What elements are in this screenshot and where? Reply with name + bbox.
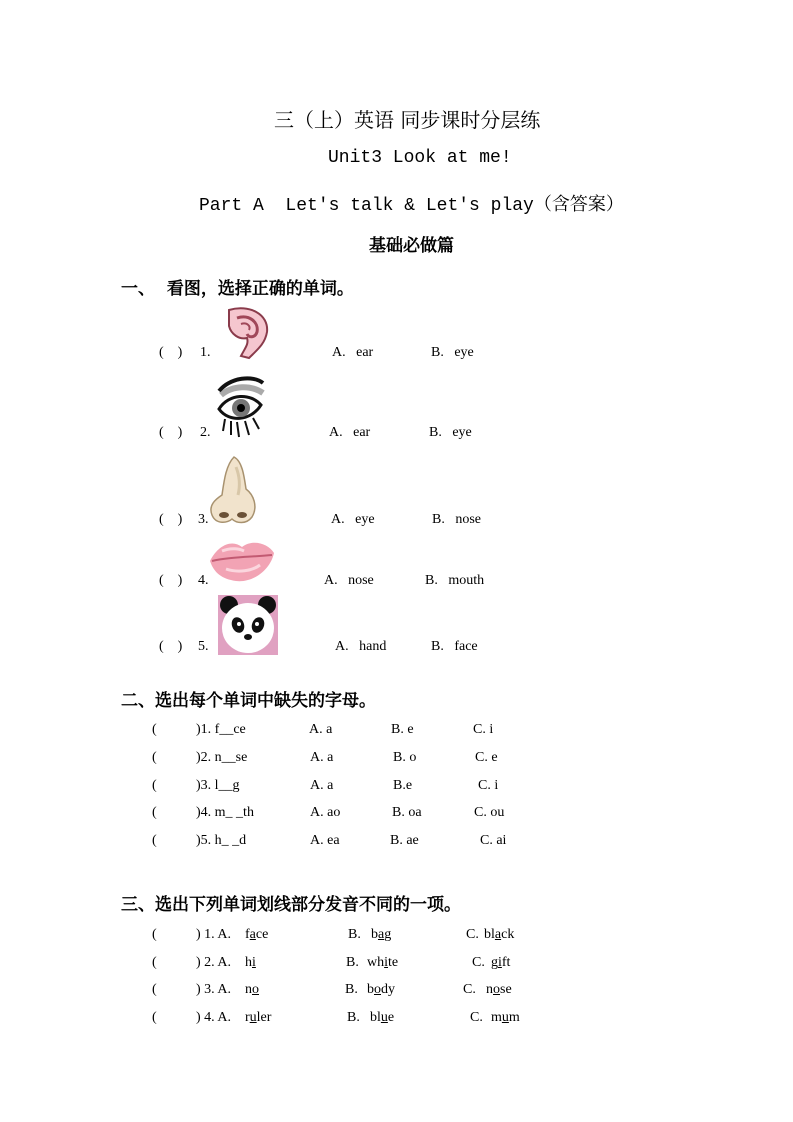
s1-q3-option-a[interactable]: A. eye bbox=[331, 512, 375, 527]
level-title: 基础必做篇 bbox=[369, 236, 454, 256]
s2-q5-option-b[interactable]: B. ae bbox=[390, 833, 419, 848]
s3-q4-num: ) 4. A. bbox=[196, 1010, 231, 1025]
underlined-letters: a bbox=[249, 927, 256, 942]
s1-q4-blank[interactable]: ( ) bbox=[159, 573, 183, 588]
s3-q1-option-a[interactable] bbox=[245, 927, 268, 943]
s3-q2-option-b-label: B. bbox=[346, 955, 359, 970]
eye-icon bbox=[217, 373, 265, 439]
s2-q3-blank[interactable]: ( bbox=[152, 778, 157, 793]
section2-heading: 二、选出每个单词中缺失的字母。 bbox=[121, 691, 376, 711]
s3-q3-option-b[interactable] bbox=[367, 982, 395, 998]
s2-q2-option-a[interactable]: A. a bbox=[310, 750, 334, 765]
word-part: r bbox=[245, 1010, 250, 1025]
s3-q3-blank[interactable]: ( bbox=[152, 982, 157, 997]
s3-q3-option-a[interactable] bbox=[245, 982, 259, 998]
s1-q2-option-a[interactable]: A. ear bbox=[329, 425, 371, 440]
s3-q2-option-b[interactable] bbox=[367, 955, 398, 971]
section1-heading: 一、 看图，选择正确的单词。 bbox=[121, 279, 354, 299]
underlined-letters: o bbox=[493, 982, 500, 997]
s2-q1-blank[interactable]: ( bbox=[152, 722, 157, 737]
s2-q1-option-a[interactable]: A. a bbox=[309, 722, 333, 737]
s2-q5-option-c[interactable]: C. ai bbox=[480, 833, 507, 848]
s1-q4-option-b[interactable]: B. mouth bbox=[425, 573, 485, 588]
s2-q2-blank[interactable]: ( bbox=[152, 750, 157, 765]
page-title: 三（上）英语 同步课时分层练 bbox=[274, 108, 541, 132]
s1-q3-blank[interactable]: ( ) bbox=[159, 512, 183, 527]
underlined-letters: a bbox=[494, 927, 502, 942]
s3-q1-option-c[interactable] bbox=[484, 927, 514, 943]
mouth-icon bbox=[208, 535, 276, 585]
s2-q2-option-b[interactable]: B. o bbox=[393, 750, 417, 765]
s2-q3-option-a[interactable]: A. a bbox=[310, 778, 334, 793]
s3-q1-option-c-label: C. bbox=[466, 927, 479, 942]
word-part: ck bbox=[501, 927, 515, 942]
word-part: bl bbox=[484, 927, 495, 942]
s1-q2-blank[interactable]: ( ) bbox=[159, 425, 183, 440]
s1-q2-option-b[interactable]: B. eye bbox=[429, 425, 472, 440]
s3-q3-option-c[interactable] bbox=[486, 982, 512, 998]
s1-q4-option-a[interactable]: A. nose bbox=[324, 573, 374, 588]
s3-q2-blank[interactable]: ( bbox=[152, 955, 157, 970]
s2-q4-item: )4. m_ _th bbox=[196, 805, 254, 820]
word-part: b bbox=[371, 927, 378, 942]
s3-q1-blank[interactable]: ( bbox=[152, 927, 157, 942]
s2-q1-item: )1. f__ce bbox=[196, 722, 246, 737]
word-part: te bbox=[388, 955, 399, 970]
s1-q1-option-a[interactable]: A. ear bbox=[332, 345, 374, 360]
word-part: n bbox=[486, 982, 493, 997]
word-part: g bbox=[491, 955, 498, 970]
s1-q1-option-b[interactable]: B. eye bbox=[431, 345, 474, 360]
s2-q1-option-b[interactable]: B. e bbox=[391, 722, 414, 737]
s3-q2-num: ) 2. A. bbox=[196, 955, 231, 970]
s3-q3-num: ) 3. A. bbox=[196, 982, 231, 997]
s1-q3-num: 3. bbox=[198, 512, 209, 527]
s3-q4-option-b[interactable] bbox=[370, 1010, 394, 1026]
s3-q4-option-c[interactable] bbox=[491, 1010, 520, 1026]
s3-q3-option-b-label: B. bbox=[345, 982, 358, 997]
s3-q2-option-a[interactable] bbox=[245, 955, 256, 971]
word-part: dy bbox=[381, 982, 395, 997]
s3-q3-option-c-label: C. bbox=[463, 982, 476, 997]
panda-face-icon bbox=[218, 595, 278, 655]
underlined-letters: u bbox=[501, 1010, 509, 1025]
s2-q4-blank[interactable]: ( bbox=[152, 805, 157, 820]
s2-q3-option-c[interactable]: C. i bbox=[478, 778, 499, 793]
s2-q1-option-c[interactable]: C. i bbox=[473, 722, 494, 737]
s2-q2-item: )2. n__se bbox=[196, 750, 248, 765]
s2-q3-option-b[interactable]: B.e bbox=[393, 778, 413, 793]
s2-q4-option-c[interactable]: C. ou bbox=[474, 805, 505, 820]
s2-q5-item: )5. h_ _d bbox=[196, 833, 247, 848]
word-part: wh bbox=[367, 955, 385, 970]
word-part: g bbox=[384, 927, 392, 942]
s2-q4-option-a[interactable]: A. ao bbox=[310, 805, 341, 820]
s3-q4-option-c-label: C. bbox=[470, 1010, 483, 1025]
word-part: n bbox=[245, 982, 252, 997]
s1-q3-option-b[interactable]: B. nose bbox=[432, 512, 481, 527]
unit-title: Unit3 Look at me! bbox=[328, 148, 512, 168]
s2-q3-item: )3. l__g bbox=[196, 778, 240, 793]
word-part: ler bbox=[256, 1010, 272, 1025]
s1-q5-blank[interactable]: ( ) bbox=[159, 639, 183, 654]
s2-q5-option-a[interactable]: A. ea bbox=[310, 833, 340, 848]
s3-q2-option-c-label: C. bbox=[472, 955, 485, 970]
s3-q1-option-b[interactable] bbox=[371, 927, 391, 943]
word-part: h bbox=[245, 955, 252, 970]
s1-q2-num: 2. bbox=[200, 425, 211, 440]
s1-q5-num: 5. bbox=[198, 639, 209, 654]
underlined-letters: u bbox=[380, 1010, 388, 1025]
word-part: m bbox=[508, 1010, 520, 1025]
ear-icon bbox=[219, 306, 273, 360]
s1-q5-option-b[interactable]: B. face bbox=[431, 639, 478, 654]
underlined-letters: u bbox=[249, 1010, 257, 1025]
s1-q4-num: 4. bbox=[198, 573, 209, 588]
s3-q4-blank[interactable]: ( bbox=[152, 1010, 157, 1025]
underlined-letters: a bbox=[378, 927, 385, 942]
s3-q1-num: ) 1. A. bbox=[196, 927, 231, 942]
word-part: ce bbox=[255, 927, 269, 942]
word-part: f bbox=[245, 927, 250, 942]
word-part: bl bbox=[370, 1010, 381, 1025]
s3-q4-option-a[interactable] bbox=[245, 1010, 271, 1026]
word-part: m bbox=[491, 1010, 502, 1025]
s2-q4-option-b[interactable]: B. oa bbox=[392, 805, 422, 820]
s1-q1-blank[interactable]: ( ) bbox=[159, 345, 183, 360]
word-part: e bbox=[387, 1010, 395, 1025]
s1-q5-option-a[interactable]: A. hand bbox=[335, 639, 387, 654]
s3-q1-option-b-label: B. bbox=[348, 927, 361, 942]
word-part: ft bbox=[501, 955, 511, 970]
nose-icon bbox=[208, 455, 258, 527]
s2-q5-blank[interactable]: ( bbox=[152, 833, 157, 848]
part-title: Part A Let's talk & Let's play（含答案） bbox=[199, 196, 624, 216]
underlined-letters: o bbox=[374, 982, 381, 997]
s2-q2-option-c[interactable]: C. e bbox=[475, 750, 498, 765]
s3-q4-option-b-label: B. bbox=[347, 1010, 360, 1025]
underlined-letters: i bbox=[252, 955, 256, 970]
word-part: b bbox=[367, 982, 374, 997]
underlined-letters: o bbox=[252, 982, 259, 997]
s3-q2-option-c[interactable] bbox=[491, 955, 510, 971]
underlined-letters: i bbox=[498, 955, 502, 970]
underlined-letters: i bbox=[384, 955, 389, 970]
word-part: se bbox=[500, 982, 512, 997]
section3-heading: 三、选出下列单词划线部分发音不同的一项。 bbox=[121, 895, 461, 915]
s1-q1-num: 1. bbox=[200, 345, 211, 360]
